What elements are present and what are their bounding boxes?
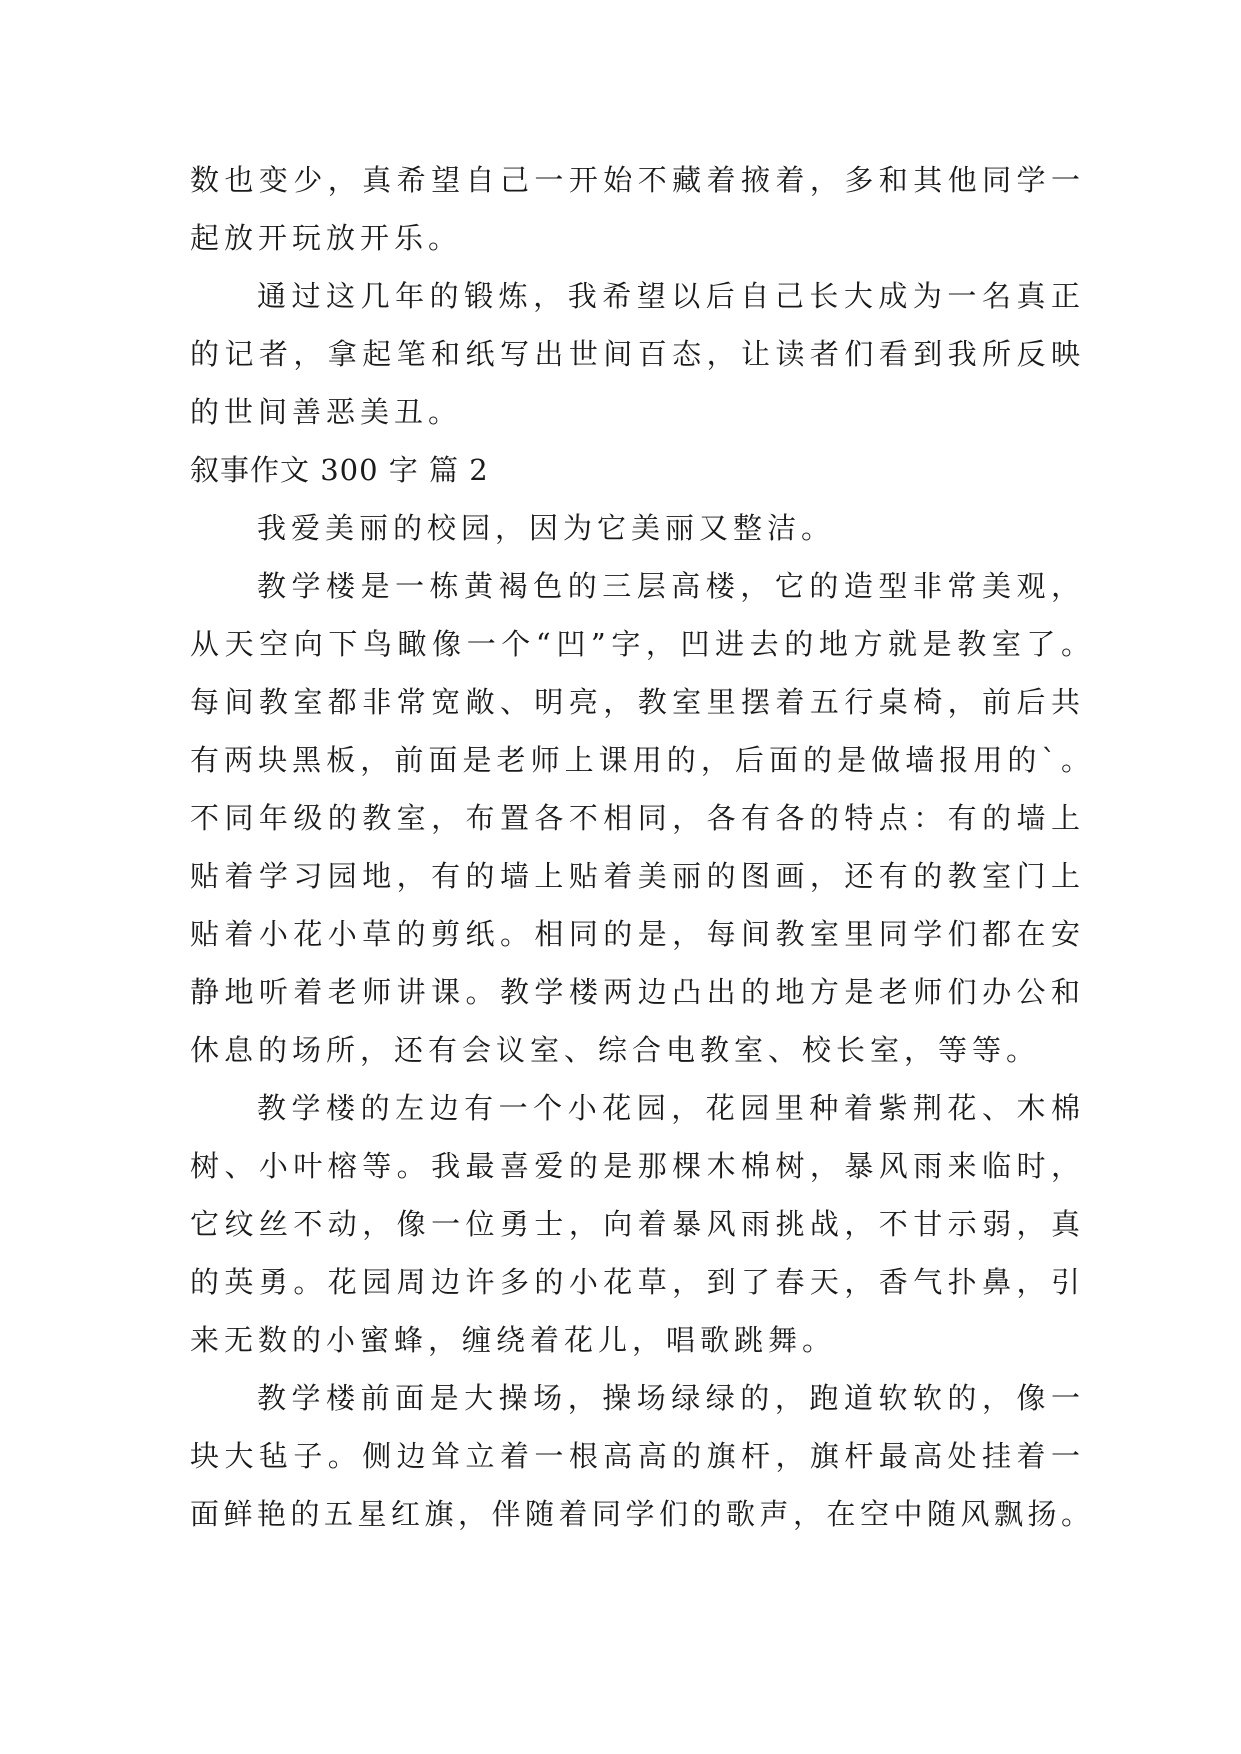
text-line: 的记者，拿起笔和纸写出世间百态，让读者们看到我所反映	[190, 337, 1080, 371]
text-line: 贴着学习园地，有的墙上贴着美丽的图画，还有的教室门上	[190, 859, 1080, 893]
text-line: 教学楼的左边有一个小花园，花园里种着紫荆花、木棉	[257, 1091, 1080, 1125]
text-line: 通过这几年的锻炼，我希望以后自己长大成为一名真正	[257, 279, 1080, 313]
text-line: 不同年级的教室，布置各不相同，各有各的特点：有的墙上	[190, 801, 1080, 835]
text-line: 有两块黑板，前面是老师上课用的，后面的是做墙报用的`。	[190, 743, 1090, 777]
text-line: 从天空向下鸟瞰像一个“凹”字，凹进去的地方就是教室了。	[190, 627, 1090, 661]
text-line: 的英勇。花园周边许多的小花草，到了春天，香气扑鼻，引	[190, 1265, 1080, 1299]
text-line: 树、小叶榕等。我最喜爱的是那棵木棉树，暴风雨来临时，	[190, 1149, 1080, 1183]
text-line: 静地听着老师讲课。教学楼两边凸出的地方是老师们办公和	[190, 975, 1080, 1009]
text-line: 起放开玩放开乐。	[190, 221, 463, 255]
text-line: 的世间善恶美丑。	[190, 395, 463, 429]
text-line: 教学楼是一栋黄褐色的三层高楼，它的造型非常美观，	[257, 569, 1080, 603]
text-line: 教学楼前面是大操场，操场绿绿的，跑道软软的，像一	[257, 1381, 1080, 1415]
text-line: 它纹丝不动，像一位勇士，向着暴风雨挑战，不甘示弱，真	[190, 1207, 1080, 1241]
text-line: 贴着小花小草的剪纸。相同的是，每间教室里同学们都在安	[190, 917, 1080, 951]
text-line: 休息的场所，还有会议室、综合电教室、校长室，等等。	[190, 1033, 1041, 1067]
text-line: 数也变少，真希望自己一开始不藏着掖着，多和其他同学一	[190, 163, 1080, 197]
text-line: 每间教室都非常宽敞、明亮，教室里摆着五行桌椅，前后共	[190, 685, 1080, 719]
section-heading: 叙事作文 300 字 篇 2	[190, 453, 489, 487]
text-line: 来无数的小蜜蜂，缠绕着花儿，唱歌跳舞。	[190, 1323, 837, 1357]
text-line: 面鲜艳的五星红旗，伴随着同学们的歌声，在空中随风飘扬。	[190, 1497, 1090, 1531]
text-line: 块大毡子。侧边耸立着一根高高的旗杆，旗杆最高处挂着一	[190, 1439, 1080, 1473]
text-line: 我爱美丽的校园，因为它美丽又整洁。	[257, 511, 836, 545]
